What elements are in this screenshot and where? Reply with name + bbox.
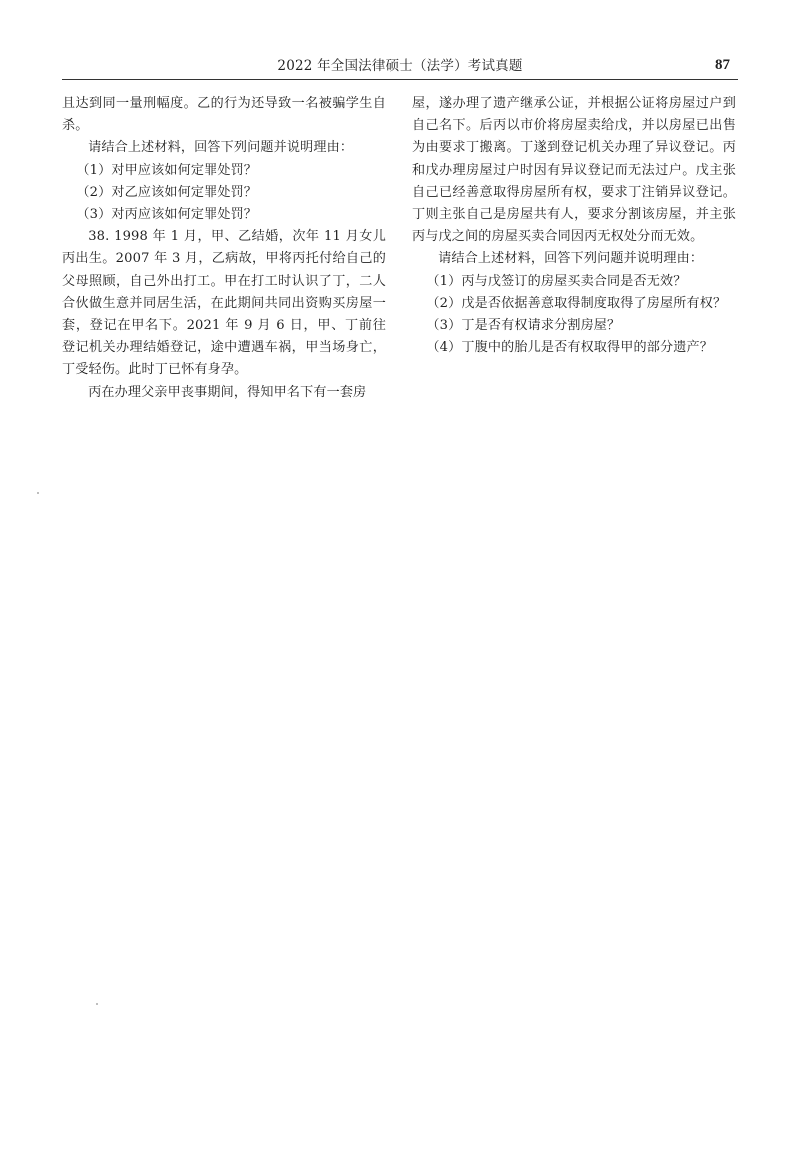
case-38-paragraph: 38. 1998 年 1 月，甲、乙结婚，次年 11 月女儿丙出生。2007 年 3 月，乙病故，甲将丙托付给自己的父母照顾，自己外出打工。甲在打工时认识了丁，二人合伙做生意并同居生活，在此期间共同出资购买房屋一套，登记在甲名下。2021 年 9 月 6 日，甲、丁前往登记机关办理结婚登记，途中遭遇车祸，甲当场身亡，丁受轻伤。此时丁已怀有身孕。 — [62, 229, 386, 378]
right-text-column — [412, 93, 736, 359]
question-item-right-1: （1）丙与戊签订的房屋买卖合同是否无效？ — [426, 273, 687, 289]
question-item-right-4: （4）丁腹中的胎儿是否有权取得甲的部分遗产？ — [426, 340, 714, 356]
page-header — [62, 57, 738, 80]
question-item-3: （3）对丙应该如何定罪处罚？ — [76, 207, 258, 223]
question-item-right-3: （3）丁是否有权请求分割房屋？ — [426, 318, 621, 334]
left-text-column — [62, 93, 386, 404]
question-item-1: （1）对甲应该如何定罪处罚？ — [76, 162, 258, 178]
page-number: 87 — [715, 57, 730, 73]
question-item-2: （2）对乙应该如何定罪处罚？ — [76, 184, 258, 200]
question-item-right-2: （2）戊是否依据善意取得制度取得了房屋所有权？ — [426, 295, 727, 311]
scan-speck — [96, 1003, 98, 1005]
scan-speck — [37, 492, 39, 494]
continued-paragraph: 且达到同一量刑幅度。乙的行为还导致一名被骗学生自杀。 — [62, 96, 386, 134]
case-38-continuation: 丙在办理父亲甲丧事期间，得知甲名下有一套房 — [88, 384, 367, 400]
page-title: 2022 年全国法律硕士（法学）考试真题 — [277, 58, 523, 74]
question-instruction: 请结合上述材料，回答下列问题并说明理由： — [88, 140, 354, 156]
question-instruction-right: 请结合上述材料，回答下列问题并说明理由： — [438, 251, 704, 267]
case-38-property-paragraph: 屋，遂办理了遗产继承公证，并根据公证将房屋过户到自己名下。后丙以市价将房屋卖给戊，并以房屋已出售为由要求丁搬离。丁遂到登记机关办理了异议登记。丙和戊办理房屋过户时因有异议登记而无法过户。戊主张自己已经善意取得房屋所有权，要求丁注销异议登记。丁则主张自己是房屋共有人，要求分割该房屋，并主张丙与戊之间的房屋买卖合同因丙无权处分而无效。 — [412, 96, 736, 245]
